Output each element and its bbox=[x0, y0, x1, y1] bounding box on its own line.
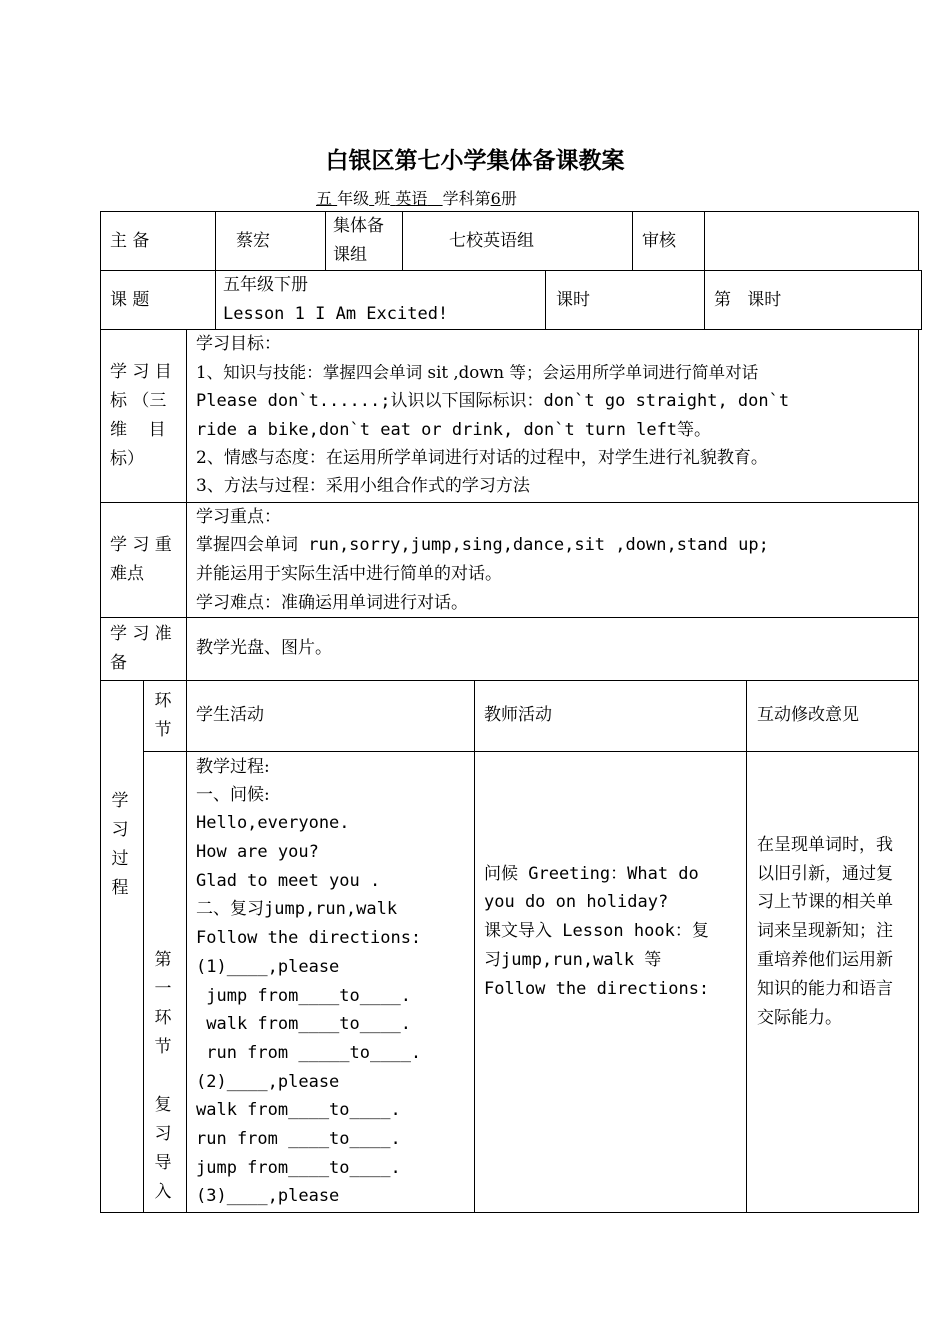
teacher-line: 习jump,run,walk 等 bbox=[484, 950, 662, 970]
student-line: 一、问候: bbox=[196, 785, 270, 805]
document-subtitle bbox=[316, 186, 517, 209]
objectives-heading: 学习目标： bbox=[196, 334, 281, 354]
objectives-line-2: Please don`t......;认识以下国际标识：don`t go straight, don`t bbox=[196, 391, 790, 411]
keypoints-line-4: 学习难点：准确运用单词进行对话。 bbox=[196, 593, 468, 613]
review-label: 审核 bbox=[642, 231, 676, 251]
teacher-line: 课文导入 Lesson hook：复 bbox=[484, 921, 709, 941]
keypoints-label-1: 学 习 重 bbox=[110, 535, 172, 555]
keypoints-line-1: 学习重点： bbox=[196, 507, 281, 527]
feedback-line: 以旧引新，通过复 bbox=[757, 864, 893, 884]
grade-suffix: 年级 bbox=[337, 189, 370, 208]
feedback-header: 互动修改意见 bbox=[757, 705, 859, 725]
teacher-line: 问候 Greeting：What do bbox=[484, 864, 699, 884]
student-line: jump from____to____. bbox=[196, 1158, 401, 1178]
preparation-content: 教学光盘、图片。 bbox=[196, 638, 332, 658]
document-title: 白银区第七小学集体备课教案 bbox=[325, 147, 625, 174]
group-label-line2: 课组 bbox=[333, 245, 367, 265]
student-line: run from ____to____. bbox=[196, 1129, 401, 1149]
student-line: How are you? bbox=[196, 842, 319, 862]
feedback-line: 知识的能力和语言 bbox=[757, 979, 893, 999]
period-label: 课时 bbox=[556, 290, 590, 310]
group-value: 七校英语组 bbox=[449, 231, 534, 251]
topic-line1: 五年级下册 bbox=[223, 275, 308, 295]
period-number: 第 课时 bbox=[714, 290, 782, 310]
lead-teacher-label: 主 备 bbox=[110, 231, 150, 251]
teacher-activity-header: 教师活动 bbox=[484, 705, 552, 725]
subject-suffix: 学科第 bbox=[442, 189, 491, 208]
stage-header: 环 节 bbox=[154, 691, 172, 740]
keypoints-line-2: 掌握四会单词 run,sorry,jump,sing,dance,sit ,down,stand up; bbox=[196, 535, 769, 555]
objectives-label-3: 维 目 bbox=[110, 420, 166, 440]
topic-line2: Lesson 1 I Am Excited! bbox=[223, 304, 449, 324]
feedback-line: 在呈现单词时，我 bbox=[757, 835, 893, 855]
process-label: 学 习 过 程 bbox=[111, 791, 129, 898]
student-line: jump from____to____. bbox=[196, 986, 411, 1006]
grade-value: 五 bbox=[316, 189, 333, 208]
objectives-line-4: 2、情感与态度：在运用所学单词进行对话的过程中，对学生进行礼貌教育。 bbox=[196, 448, 768, 468]
objectives-line-1: 1、知识与技能：掌握四会单词 sit ,down 等；会运用所学单词进行简单对话 bbox=[196, 363, 759, 382]
preparation-label-2: 备 bbox=[110, 653, 127, 673]
objectives-label-2: 标 （三 bbox=[110, 391, 167, 411]
objectives-line-3: ride a bike,don`t eat or drink, don`t turn left等。 bbox=[196, 420, 712, 440]
stage-one-label: 第 一 环 节 复 习 导 入 bbox=[154, 950, 172, 1202]
student-line: run from _____to____. bbox=[196, 1043, 422, 1063]
objectives-label-4: 标） bbox=[110, 449, 144, 469]
feedback-line: 词来呈现新知；注 bbox=[757, 921, 893, 941]
keypoints-line-3: 并能运用于实际生活中进行简单的对话。 bbox=[196, 564, 502, 584]
student-line: walk from____to____. bbox=[196, 1014, 411, 1034]
objectives-line-5: 3、方法与过程：采用小组合作式的学习方法 bbox=[196, 476, 530, 496]
student-line: walk from____to____. bbox=[196, 1100, 401, 1120]
book-suffix: 册 bbox=[500, 189, 517, 208]
student-line: (1)____,please bbox=[196, 957, 340, 977]
student-line: (3)____,please bbox=[196, 1186, 340, 1206]
teacher-line: Follow the directions: bbox=[484, 979, 710, 999]
feedback-line: 习上节课的相关单 bbox=[757, 892, 893, 912]
preparation-label-1: 学 习 准 bbox=[110, 624, 172, 644]
keypoints-label-2: 难点 bbox=[110, 564, 144, 584]
subject-value: 英语 bbox=[395, 189, 428, 208]
student-line: Follow the directions: bbox=[196, 928, 422, 948]
teacher-line: you do on holiday? bbox=[484, 892, 669, 912]
student-line: (2)____,please bbox=[196, 1072, 340, 1092]
topic-label: 课 题 bbox=[110, 290, 150, 310]
feedback-line: 交际能力。 bbox=[757, 1008, 842, 1028]
student-line: Glad to meet you . bbox=[196, 871, 381, 891]
class-suffix: 班 bbox=[374, 189, 391, 208]
student-line: 二、复习jump,run,walk bbox=[196, 899, 398, 919]
feedback-line: 重培养他们运用新 bbox=[757, 950, 893, 970]
book-value: 6 bbox=[490, 189, 501, 208]
student-line: Hello,everyone. bbox=[196, 813, 350, 833]
objectives-label-1: 学 习 目 bbox=[110, 362, 172, 382]
student-activity-header: 学生活动 bbox=[196, 705, 264, 725]
group-label-line1: 集体备 bbox=[333, 216, 384, 236]
student-line: 教学过程: bbox=[196, 757, 270, 777]
lead-teacher-value: 蔡宏 bbox=[236, 231, 270, 251]
